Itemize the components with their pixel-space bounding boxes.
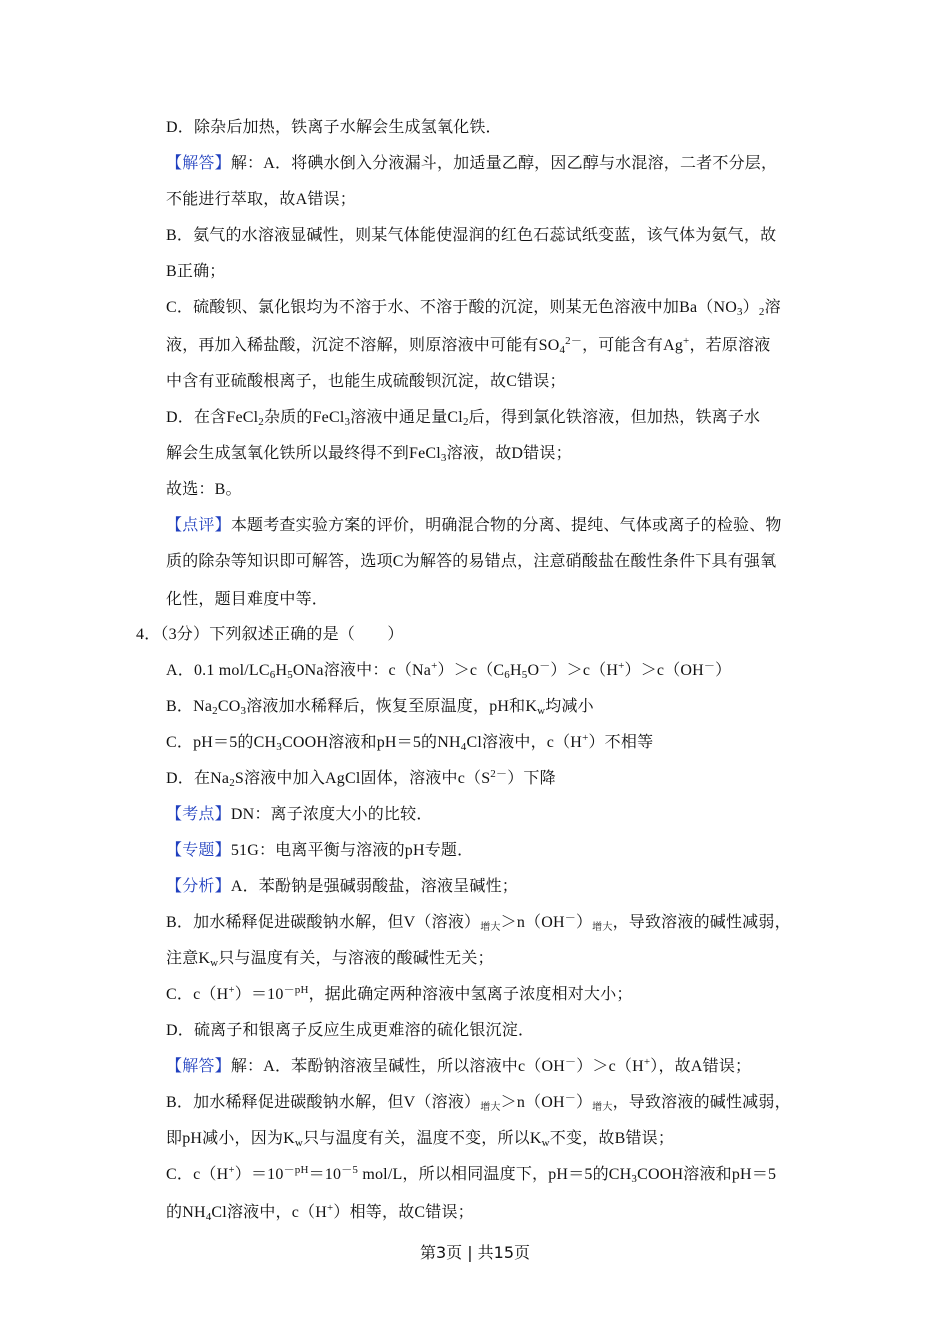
superscript: 2－ [490, 768, 508, 780]
text-span: ）＞c（H [576, 1058, 644, 1075]
subscript: 5 [287, 669, 293, 681]
superscript: + [431, 660, 438, 672]
jieda-line [166, 1057, 751, 1077]
text-span: 即pH减小，因为K [166, 1130, 295, 1147]
section-tag-zhuanti: 【专题】 [166, 842, 231, 859]
text-span: COOH溶液和pH＝5的NH [281, 734, 461, 751]
text-span: 的NH [166, 1204, 206, 1221]
section-tag-answer: 【解答】 [166, 1058, 231, 1075]
subscript: w [537, 705, 546, 717]
fenxi-line [166, 877, 518, 897]
superscript: － [703, 660, 716, 672]
subscript: 增大 [480, 922, 501, 933]
text-span: ，据此确定两种溶液中氢离子浓度相对大小； [308, 986, 633, 1003]
subscript: 2 [212, 705, 218, 717]
text-line [166, 949, 494, 969]
text-span: ）＝10 [234, 1166, 284, 1183]
text-span: C．c（H [166, 1166, 229, 1183]
text-line [166, 1165, 776, 1185]
text-span: 溶液中通足量Cl [350, 409, 463, 426]
text-line [166, 516, 782, 536]
subscript: 5 [521, 669, 528, 681]
text-line: 不能进行萃取，故A错误； [166, 191, 356, 208]
text-span: 解：A．苯酚钠溶液呈碱性，所以溶液中c（OH [230, 1058, 565, 1075]
text-line [166, 444, 572, 464]
text-line [166, 408, 760, 428]
text-span: ）＞c（OH [624, 662, 704, 679]
superscript: －pH [283, 1164, 309, 1176]
subscript: 4 [559, 344, 566, 356]
option-a [166, 661, 731, 681]
text-span: A．0.1 mol/LC [166, 662, 270, 679]
text-line [166, 1093, 791, 1118]
text-line [166, 1129, 674, 1149]
superscript: + [643, 1056, 651, 1068]
text-span: ）＝10 [234, 986, 284, 1003]
text-line: D．硫离子和银离子反应生成更难溶的硫化银沉淀． [166, 1022, 535, 1039]
option-b [166, 697, 594, 717]
text-line [166, 298, 781, 318]
text-span: S溶液中加入AgCl固体，溶液中c（S [234, 770, 491, 787]
text-span: 本题考查实验方案的评价，明确混合物的分离、提纯、气体或离子的检验、物 [230, 517, 782, 534]
superscript: －5 [341, 1164, 359, 1176]
text-line: B正确； [166, 263, 226, 280]
superscript: 2－ [565, 335, 583, 347]
subscript: 3 [440, 452, 447, 464]
subscript: 3 [276, 741, 282, 753]
text-span: C．c（H [166, 986, 229, 1003]
text-span: ），故A错误； [650, 1058, 752, 1075]
text-line [166, 336, 770, 356]
text-span: ）＞c（C [437, 662, 505, 679]
text-span: ，若原溶液 [689, 337, 771, 354]
text-span: ） [575, 1094, 593, 1111]
text-span: 51G：电离平衡与溶液的pH专题． [230, 842, 474, 859]
text-span: DN：离子浓度大小的比较． [230, 806, 433, 823]
text-span: A．苯酚钠是强碱弱酸盐，溶液呈碱性； [230, 878, 518, 895]
text-span: CO [217, 698, 241, 715]
subscript: 6 [504, 669, 510, 681]
text-span: 解会生成氢氧化铁所以最终得不到FeCl [166, 445, 441, 462]
page-footer: 第3页 | 共15页 [419, 1243, 531, 1262]
text-span: ）下降 [507, 770, 556, 787]
superscript: + [582, 732, 589, 744]
subscript: 2 [758, 306, 765, 318]
text-span: ＞n（OH [500, 1094, 565, 1111]
text-span: 液，再加入稀盐酸，沉淀不溶解，则原溶液中可能有SO [166, 337, 560, 354]
text-span: COOH溶液和pH＝5 [637, 1166, 777, 1183]
text-span: 不变，故B错误； [549, 1130, 675, 1147]
text-span: ） [575, 914, 593, 931]
subscript: 4 [460, 741, 467, 753]
subscript: 2 [229, 777, 235, 789]
text-span: 溶 [764, 299, 781, 316]
superscript: + [228, 984, 235, 996]
section-tag-answer: 【解答】 [166, 155, 231, 172]
text-span: O [527, 662, 540, 679]
text-span: 均减小 [545, 698, 594, 715]
superscript: + [228, 1164, 235, 1176]
text-line: D．除杂后加热，铁离子水解会生成氢氧化铁． [166, 119, 502, 136]
text-span: ，可能含有Ag [582, 337, 684, 354]
section-tag-comment: 【点评】 [166, 517, 231, 534]
text-span: 溶液加水稀释后，恢复至原温度，pH和K [246, 698, 538, 715]
superscript: + [683, 335, 690, 347]
text-span: （3分）下列叙述正确的是（ ） [160, 626, 404, 643]
superscript: － [539, 660, 551, 672]
subscript: 4 [205, 1211, 212, 1223]
text-line [166, 1203, 474, 1223]
superscript: － [564, 912, 576, 924]
text-span: 注意K [166, 950, 211, 967]
option-c [166, 733, 653, 753]
text-line: B．氨气的水溶液显碱性，则某气体能使湿润的红色石蕊试纸变蓝，该气体为氨气，故 [166, 227, 777, 244]
superscript: －pH [283, 984, 309, 996]
text-span: mol/L，所以相同温度下，pH＝5的CH [358, 1166, 632, 1183]
text-span: C．硫酸钡、氯化银均为不溶于水、不溶于酸的沉淀，则某无色溶液中加Ba（NO [166, 299, 737, 316]
subscript: 2 [258, 416, 264, 428]
text-span: B．Na [166, 698, 213, 715]
text-span: 只与温度有关，温度不变，所以K [303, 1130, 542, 1147]
text-span: Cl溶液中，c（H [466, 734, 583, 751]
superscript: － [564, 1056, 577, 1068]
text-span: ，导致溶液的碱性减弱， [612, 1094, 791, 1111]
text-span: ） [715, 662, 732, 679]
text-line: 化性，题目难度中等． [166, 591, 329, 608]
text-span: H [275, 662, 288, 679]
text-span: ONa溶液中：c（Na [292, 662, 432, 679]
subscript: 3 [631, 1173, 638, 1185]
text-span: 杂质的FeCl [263, 409, 345, 426]
text-line: 故选：B。 [166, 481, 242, 498]
superscript: + [618, 660, 625, 672]
text-span: ）不相等 [588, 734, 654, 751]
text-span: ，导致溶液的碱性减弱， [612, 914, 791, 931]
text-span: ） [742, 299, 759, 316]
superscript: + [327, 1202, 334, 1214]
text-span: D．在Na [166, 770, 230, 787]
text-line [166, 913, 791, 938]
section-tag-fenxi: 【分析】 [166, 878, 231, 895]
subscript: 增大 [592, 922, 613, 933]
text-span: 后，得到氯化铁溶液，但加热，铁离子水 [468, 409, 761, 426]
text-span: D．在含FeCl [166, 409, 259, 426]
text-span: ）相等，故C错误； [333, 1204, 474, 1221]
subscript: w [210, 957, 219, 969]
text-span: Cl溶液中，c（H [211, 1204, 327, 1221]
text-span: C．pH＝5的CH [166, 734, 277, 751]
question-stem [136, 625, 404, 645]
text-span: ）＞c（H [550, 662, 619, 679]
text-line: 中含有亚硫酸根离子，也能生成硫酸钡沉淀，故C错误； [166, 373, 566, 390]
text-line [166, 985, 633, 1005]
text-span: 溶液，故D错误； [446, 445, 572, 462]
subscript: w [294, 1137, 304, 1149]
option-d [166, 769, 556, 789]
subscript: 3 [344, 416, 351, 428]
subscript: 增大 [480, 1102, 501, 1113]
text-span: 只与温度有关，与溶液的酸碱性无关； [218, 950, 494, 967]
question-number: 4． [136, 626, 161, 643]
zhuanti-line [166, 841, 473, 861]
subscript: 3 [736, 306, 743, 318]
text-span: ＞n（OH [500, 914, 565, 931]
subscript: 3 [240, 705, 247, 717]
section-tag-kaodian: 【考点】 [166, 806, 231, 823]
superscript: － [564, 1092, 576, 1104]
text-span: H [509, 662, 522, 679]
text-span: 解：A．将碘水倒入分液漏斗，加适量乙醇，因乙醇与水混溶，二者不分层， [230, 155, 778, 172]
text-span: ＝10 [308, 1166, 342, 1183]
text-span: B．加水稀释促进碳酸钠水解，但V（溶液） [166, 1094, 481, 1111]
subscript: 增大 [592, 1102, 613, 1113]
text-line [166, 154, 777, 174]
subscript: 6 [269, 669, 276, 681]
kaodian-line [166, 805, 433, 825]
text-line: 质的除杂等知识即可解答，选项C为解答的易错点，注意硝酸盐在酸性条件下具有强氧 [166, 553, 777, 570]
subscript: 2 [462, 416, 469, 428]
text-span: B．加水稀释促进碳酸钠水解，但V（溶液） [166, 914, 481, 931]
subscript: w [541, 1137, 550, 1149]
